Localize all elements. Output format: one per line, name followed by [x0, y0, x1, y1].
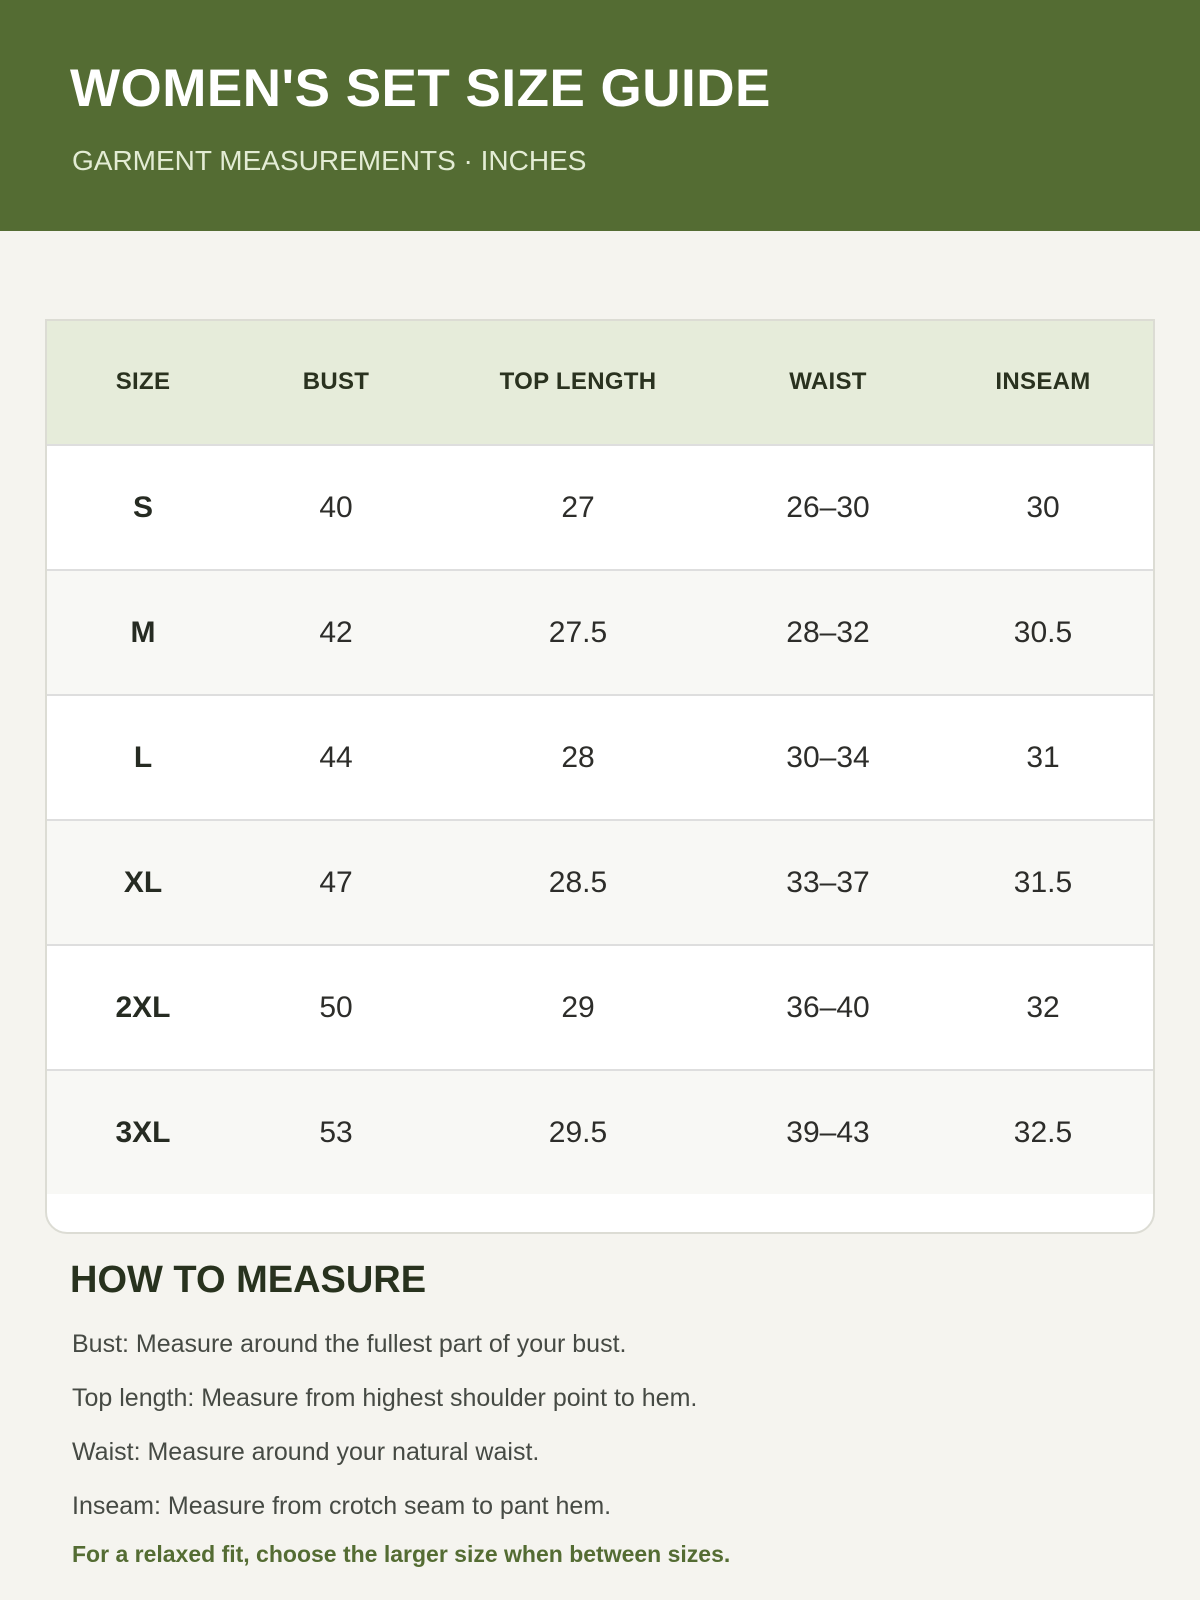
size-table-card: [45, 319, 1155, 1234]
inseam-cell: 30.5: [931, 570, 1155, 695]
size-cell: L: [45, 695, 241, 820]
inseam-cell: 32.5: [931, 1070, 1155, 1194]
top-length-cell: 28.5: [431, 820, 725, 945]
size-cell: 3XL: [45, 1070, 241, 1194]
measure-tip-waist: Waist: Measure around your natural waist.: [72, 1438, 540, 1466]
waist-cell: 39–43: [725, 1070, 931, 1194]
table-header-row: [45, 319, 1155, 445]
table-row: [45, 695, 1155, 820]
table-row: [45, 570, 1155, 695]
page-header: [0, 0, 1200, 231]
measure-tip-bust: Bust: Measure around the fullest part of your bust.: [72, 1330, 627, 1358]
bust-cell: 47: [241, 820, 431, 945]
column-header-top-length: TOP LENGTH: [431, 319, 725, 445]
bust-cell: 42: [241, 570, 431, 695]
column-header-inseam: INSEAM: [931, 319, 1155, 445]
waist-cell: 36–40: [725, 945, 931, 1070]
bust-cell: 44: [241, 695, 431, 820]
waist-cell: 26–30: [725, 445, 931, 570]
measure-tip-top-length: Top length: Measure from highest shoulder point to hem.: [72, 1384, 698, 1412]
size-cell: S: [45, 445, 241, 570]
bust-cell: 53: [241, 1070, 431, 1194]
inseam-cell: 30: [931, 445, 1155, 570]
inseam-cell: 32: [931, 945, 1155, 1070]
waist-cell: 33–37: [725, 820, 931, 945]
table-row: [45, 1070, 1155, 1194]
waist-cell: 28–32: [725, 570, 931, 695]
inseam-cell: 31: [931, 695, 1155, 820]
top-length-cell: 27.5: [431, 570, 725, 695]
table-row: [45, 820, 1155, 945]
column-header-waist: WAIST: [725, 319, 931, 445]
size-table: [45, 319, 1155, 1194]
size-cell: M: [45, 570, 241, 695]
top-length-cell: 29: [431, 945, 725, 1070]
table-row: [45, 445, 1155, 570]
table-row: [45, 945, 1155, 1070]
page-title: WOMEN'S SET SIZE GUIDE: [70, 59, 771, 118]
top-length-cell: 29.5: [431, 1070, 725, 1194]
size-cell: XL: [45, 820, 241, 945]
column-header-bust: BUST: [241, 319, 431, 445]
measure-tip-inseam: Inseam: Measure from crotch seam to pant hem.: [72, 1492, 612, 1520]
waist-cell: 30–34: [725, 695, 931, 820]
fit-note: For a relaxed fit, choose the larger size when between sizes.: [72, 1541, 731, 1567]
size-cell: 2XL: [45, 945, 241, 1070]
inseam-cell: 31.5: [931, 820, 1155, 945]
bust-cell: 50: [241, 945, 431, 1070]
column-header-size: SIZE: [45, 319, 241, 445]
how-to-measure-heading: HOW TO MEASURE: [70, 1259, 427, 1301]
top-length-cell: 28: [431, 695, 725, 820]
top-length-cell: 27: [431, 445, 725, 570]
page-subtitle: GARMENT MEASUREMENTS · INCHES: [72, 145, 587, 176]
bust-cell: 40: [241, 445, 431, 570]
